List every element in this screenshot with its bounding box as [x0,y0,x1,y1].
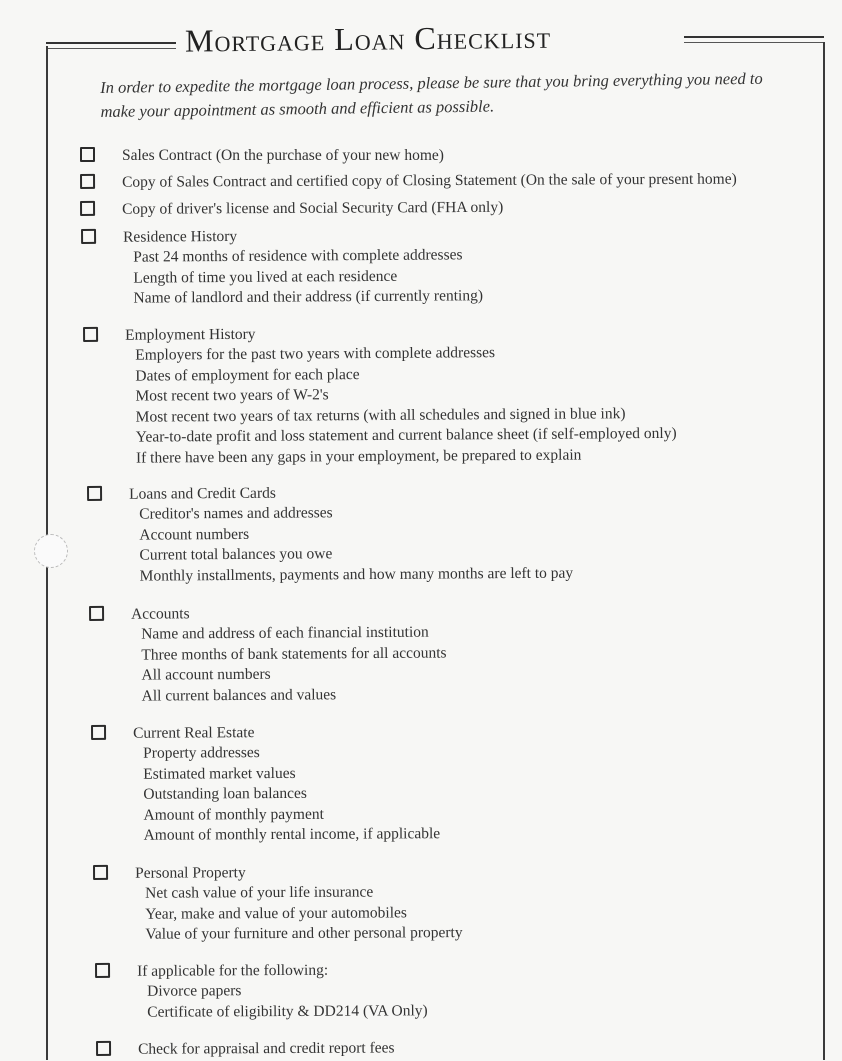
frame-top-left-rule [46,42,176,49]
checkbox[interactable] [91,725,106,740]
frame-right-rule [823,42,825,1060]
checkbox[interactable] [96,1041,111,1056]
sub-item: Three months of bank statements for all accounts [141,644,447,664]
item-label: Copy of driver's license and Social Security Card (FHA only) [122,198,504,218]
sub-item: Year, make and value of your automobiles [145,903,407,923]
checkbox[interactable] [89,606,104,621]
sub-item: Net cash value of your life insurance [145,883,374,902]
sub-item: Dates of employment for each place [135,365,360,385]
sub-item: Past 24 months of residence with complete addresses [133,246,463,266]
item-label: Sales Contract (On the purchase of your new home) [122,147,444,164]
item-label: Employment History [125,325,256,344]
sub-list [139,502,573,587]
sub-list [141,623,447,707]
checkbox[interactable] [81,229,96,244]
checkbox[interactable] [95,963,110,978]
checkbox[interactable] [83,327,98,342]
sub-item: Creditor's names and addresses [139,504,333,523]
sub-item: Employers for the past two years with complete addresses [135,344,496,364]
checkbox[interactable] [80,201,95,216]
sub-item: Account numbers [139,525,250,544]
sub-item: Most recent two years of tax returns (with all schedules and signed in blue ink) [135,404,626,426]
hole-punch-mark [34,534,68,568]
sub-item: Name of landlord and their address (if currently renting) [133,287,484,307]
sub-item: Certificate of eligibility & DD214 (VA Only) [147,1001,428,1021]
sub-item: Name and address of each financial institution [141,623,429,643]
sub-list [133,245,483,309]
checkbox[interactable] [93,865,108,880]
sub-item: Year-to-date profit and loss statement and current balance sheet (if self-employed only) [135,424,677,446]
item-label: If applicable for the following: [137,961,329,980]
sub-item: Monthly installments, payments and how many months are left to pay [139,564,574,585]
item-label: Loans and Credit Cards [129,484,276,503]
sub-item: Estimated market values [143,764,296,783]
sub-item: Value of your furniture and other personal property [145,924,463,943]
intro-paragraph: In order to expedite the mortgage loan process, please be sure that you bring everything you need to make your appointment as smooth and efficient as possible. [100,68,763,121]
sub-list [135,342,677,469]
sub-item: All account numbers [141,665,271,684]
sub-item: Amount of monthly rental income, if applicable [143,825,441,844]
sub-item: If there have been any gaps in your employment, be prepared to explain [135,446,582,467]
sub-list [143,742,440,846]
checkbox[interactable] [87,486,102,501]
item-label: Residence History [123,227,238,246]
sub-item: Divorce papers [147,982,242,1000]
sub-item: All current balances and values [141,685,337,705]
frame-top-right-rule [684,36,824,43]
item-label: Current Real Estate [133,724,255,742]
item-label: Accounts [131,605,190,623]
sub-item: Most recent two years of W-2's [135,386,329,405]
item-label: Check for appraisal and credit report fees [138,1039,395,1058]
sub-item: Current total balances you owe [139,545,333,564]
sub-item: Amount of monthly payment [143,805,324,824]
page-title: Mortgage Loan Checklist [184,18,552,59]
item-label: Copy of Sales Contract and certified copy of Closing Statement (On the sale of your present home) [122,170,737,191]
sub-item: Length of time you lived at each residence [133,267,398,287]
checkbox[interactable] [80,174,95,189]
checkbox[interactable] [80,147,95,162]
sub-list [147,980,428,1022]
sub-item: Outstanding loan balances [143,784,307,803]
sub-list [145,882,463,945]
item-label: Personal Property [135,864,246,882]
sub-item: Property addresses [143,744,260,762]
